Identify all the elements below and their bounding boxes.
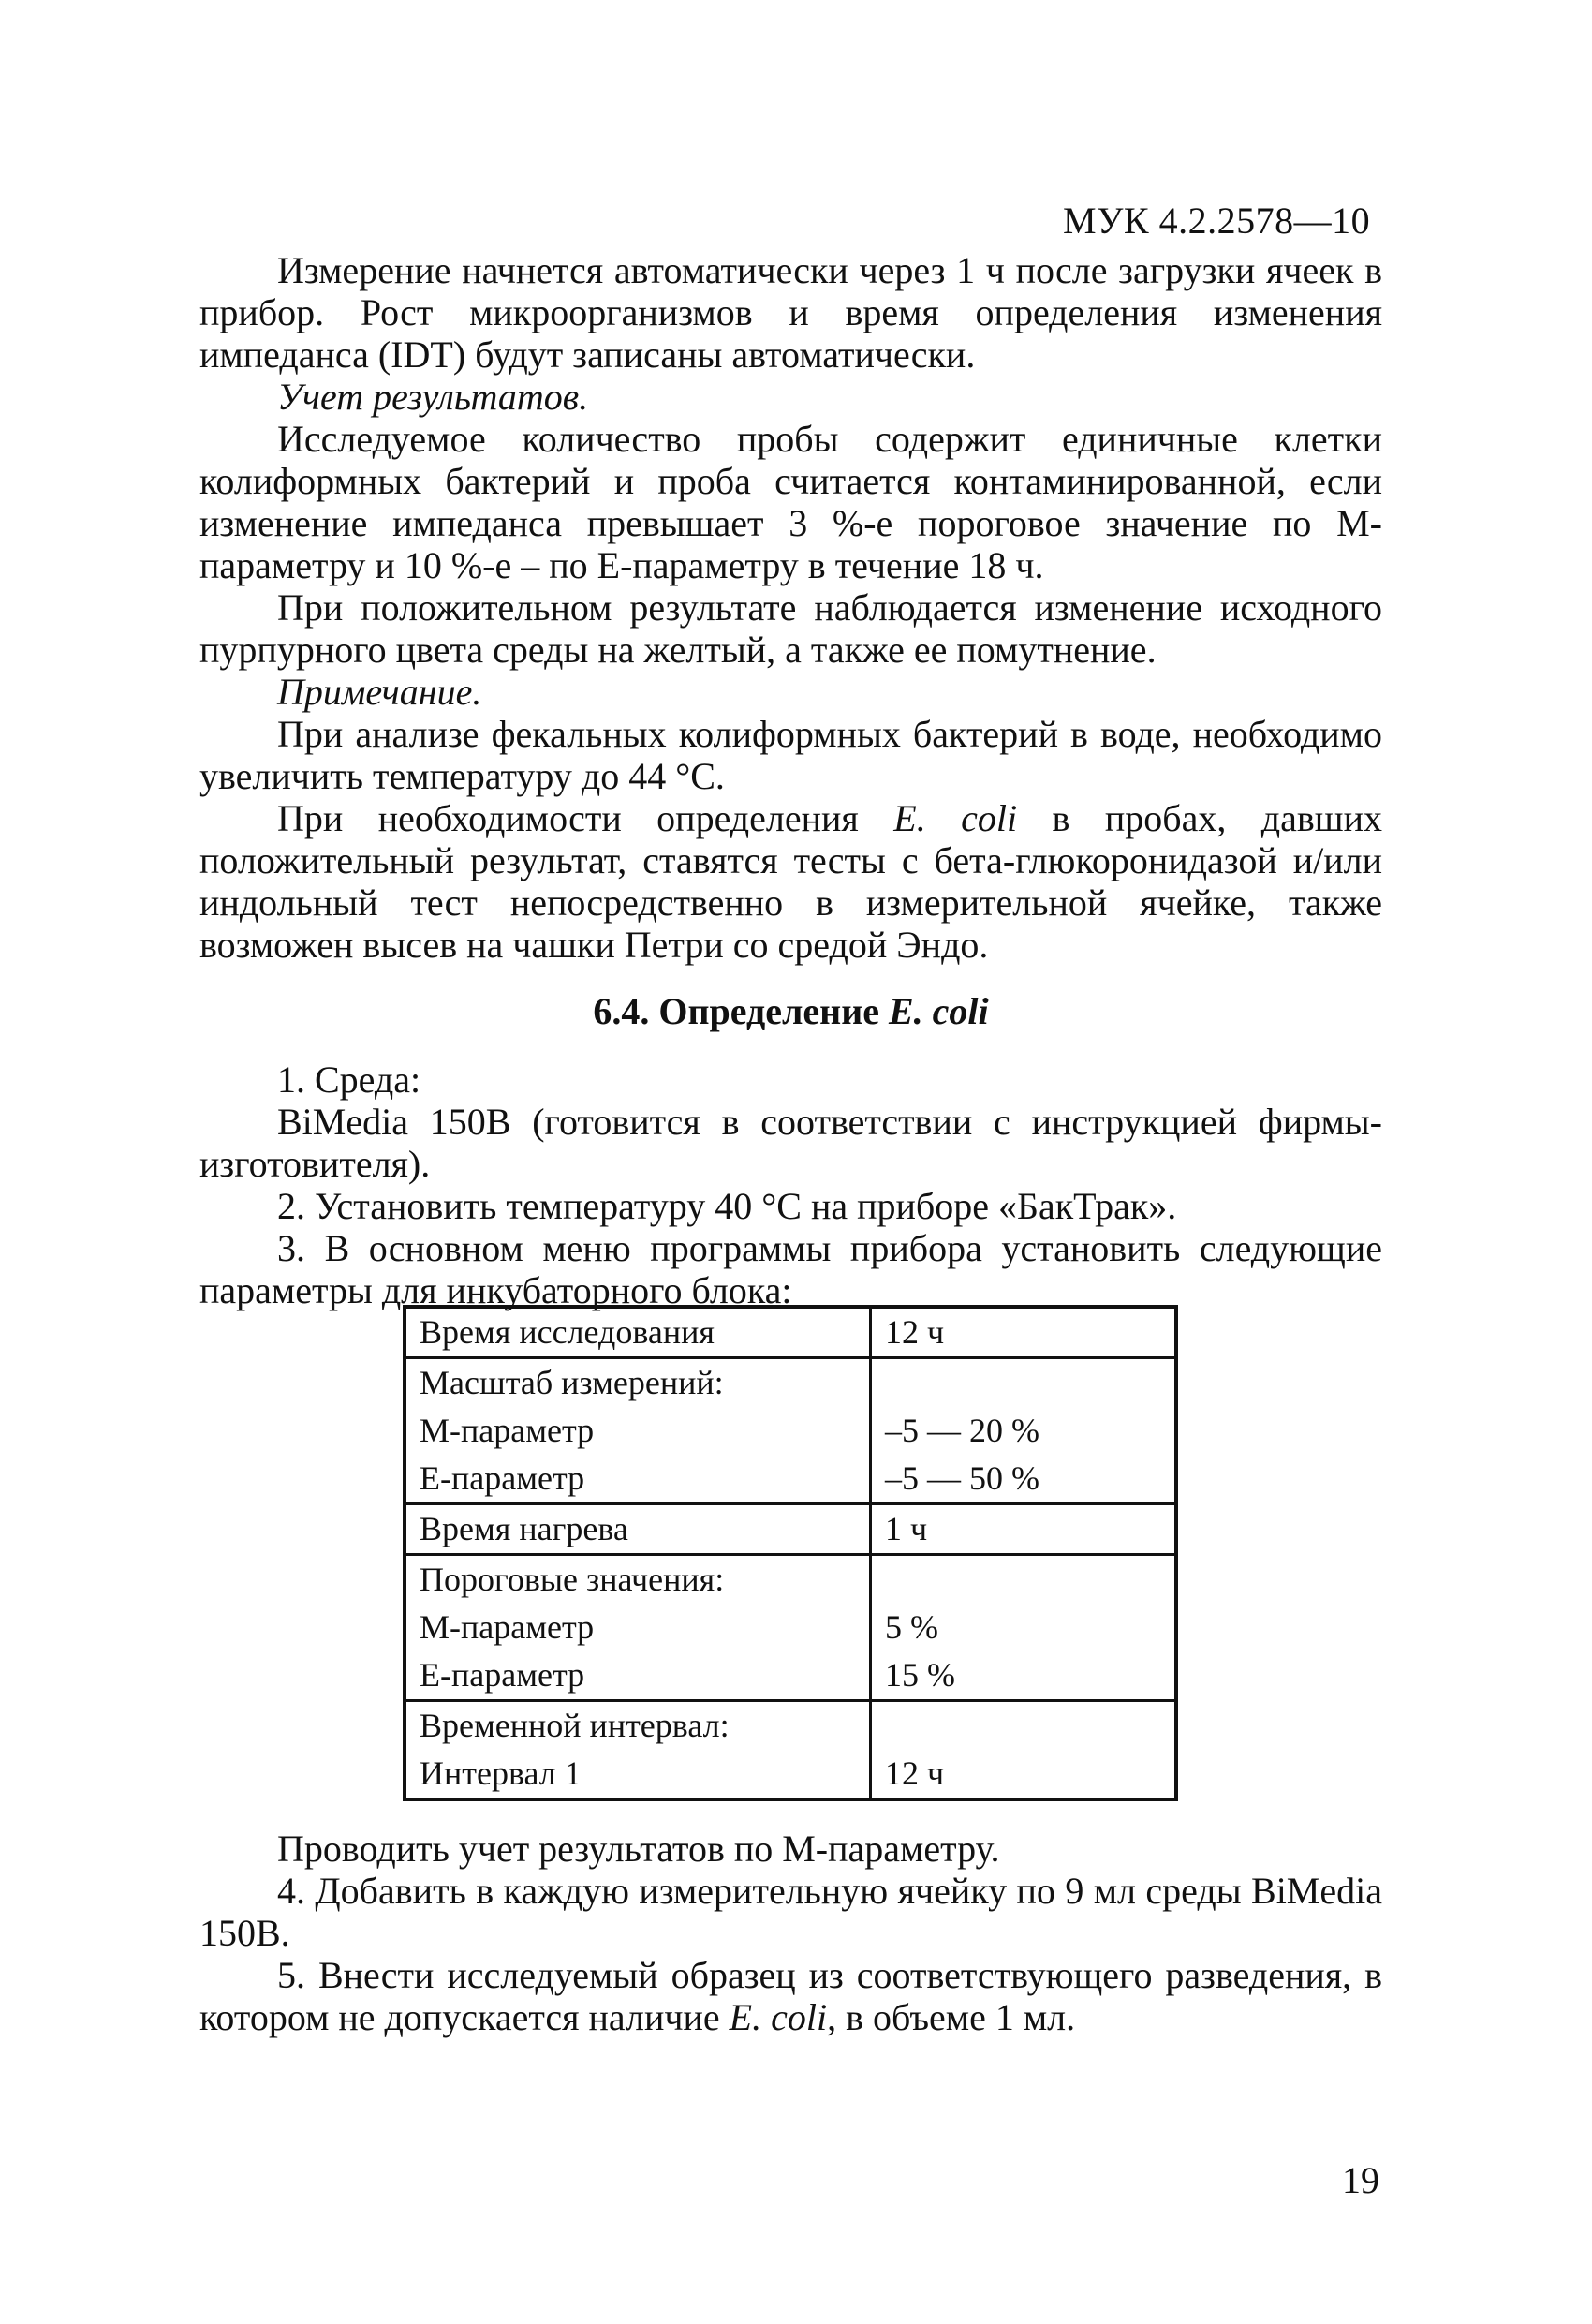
- paragraph: [199, 797, 1382, 966]
- table-row: [405, 1750, 1176, 1799]
- step: 3. В основном меню программы прибора установить следующие параметры для инкубаторного блока:: [199, 1227, 1382, 1311]
- paragraph: Исследуемое количество пробы содержит единичные клетки колиформных бактерий и проба считается контаминированной, если изменение импеданса превышает 3 %-е пороговое значение по М-параметру и 10 %-е – по Е-параметру в течение 18 ч.: [199, 418, 1382, 586]
- table-cell-value: [871, 1555, 1177, 1605]
- step-detail: BiMedia 150B (готовится в соответствии с инструкцией фирмы-изготовителя).: [199, 1101, 1382, 1185]
- table-cell-label: Е-параметр: [405, 1651, 871, 1701]
- species-name: E. coli: [889, 990, 989, 1032]
- table-cell-value: 1 ч: [871, 1504, 1177, 1555]
- species-name: E. coli: [893, 797, 1018, 839]
- table-cell-value: –5 — 20 %: [871, 1407, 1177, 1455]
- text-run: , в объеме 1 мл.: [827, 1996, 1076, 2038]
- paragraph: При анализе фекальных колиформных бактерий в воде, необходимо увеличить температуру до 44 °С.: [199, 713, 1382, 797]
- species-name: E. coli: [729, 1996, 828, 2038]
- table-cell-value: [871, 1358, 1177, 1408]
- table-row: [405, 1307, 1176, 1358]
- table-row: [405, 1455, 1176, 1504]
- table-cell-label: Временной интервал:: [405, 1701, 871, 1751]
- body-text: [199, 249, 1382, 1311]
- text-run: 5. Внести исследуемый образец из соответствующего разведения, в котором не допускается наличие: [199, 1954, 1382, 2038]
- table-cell-value: 5 %: [871, 1604, 1177, 1651]
- text-run: в пробах, давших положительный результат, ставятся тесты с бета-глюкоронидазой и/или индольный тест непосредственно в измерительной ячейке, также возможен высев на чашки Петри со средой Эндо.: [199, 797, 1382, 966]
- subheading-results: Учет результатов.: [277, 376, 589, 418]
- table-cell-value: [871, 1701, 1177, 1751]
- table-row: [405, 1604, 1176, 1651]
- table-cell-label: Интервал 1: [405, 1750, 871, 1799]
- table-cell-label: Время нагрева: [405, 1504, 871, 1555]
- section-title: 6.4. Определение: [593, 990, 889, 1032]
- table-cell-label: Е-параметр: [405, 1455, 871, 1504]
- paragraph: При положительном результате наблюдается изменение исходного пурпурного цвета среды на желтый, а также ее помутнение.: [199, 586, 1382, 671]
- table-cell-value: –5 — 50 %: [871, 1455, 1177, 1504]
- step: 4. Добавить в каждую измерительную ячейку по 9 мл среды BiMedia 150B.: [199, 1870, 1382, 1954]
- document-code: МУК 4.2.2578—10: [1063, 200, 1371, 242]
- table-cell-label: Пороговые значения:: [405, 1555, 871, 1605]
- section-heading: [199, 990, 1382, 1032]
- paragraph: Проводить учет результатов по М-параметру.: [277, 1828, 1000, 1870]
- table-cell-label: М-параметр: [405, 1407, 871, 1455]
- table-row: [405, 1504, 1176, 1555]
- table-cell-value: 12 ч: [871, 1307, 1177, 1358]
- table-row: [405, 1651, 1176, 1701]
- step: 1. Среда:: [277, 1058, 421, 1101]
- table-cell-label: Масштаб измерений:: [405, 1358, 871, 1408]
- table-cell-label: М-параметр: [405, 1604, 871, 1651]
- table-cell-value: 15 %: [871, 1651, 1177, 1701]
- step: 2. Установить температуру 40 °С на приборе «БакТрак».: [277, 1185, 1177, 1227]
- paragraph: Измерение начнется автоматически через 1 ч после загрузки ячеек в прибор. Рост микроорганизмов и время определения изменения импеданса (IDT) будут записаны автоматически.: [199, 249, 1382, 376]
- table-row: [405, 1555, 1176, 1605]
- text-run: При необходимости определения: [277, 797, 894, 839]
- parameters-table: [403, 1305, 1178, 1801]
- subheading-note: Примечание.: [277, 671, 482, 713]
- page-number: 19: [1342, 2159, 1379, 2201]
- table-cell-value: 12 ч: [871, 1750, 1177, 1799]
- table-row: [405, 1701, 1176, 1751]
- table-row: [405, 1407, 1176, 1455]
- step: [199, 1954, 1382, 2038]
- body-text-after-table: [199, 1828, 1382, 2038]
- table-cell-label: Время исследования: [405, 1307, 871, 1358]
- table-row: [405, 1358, 1176, 1408]
